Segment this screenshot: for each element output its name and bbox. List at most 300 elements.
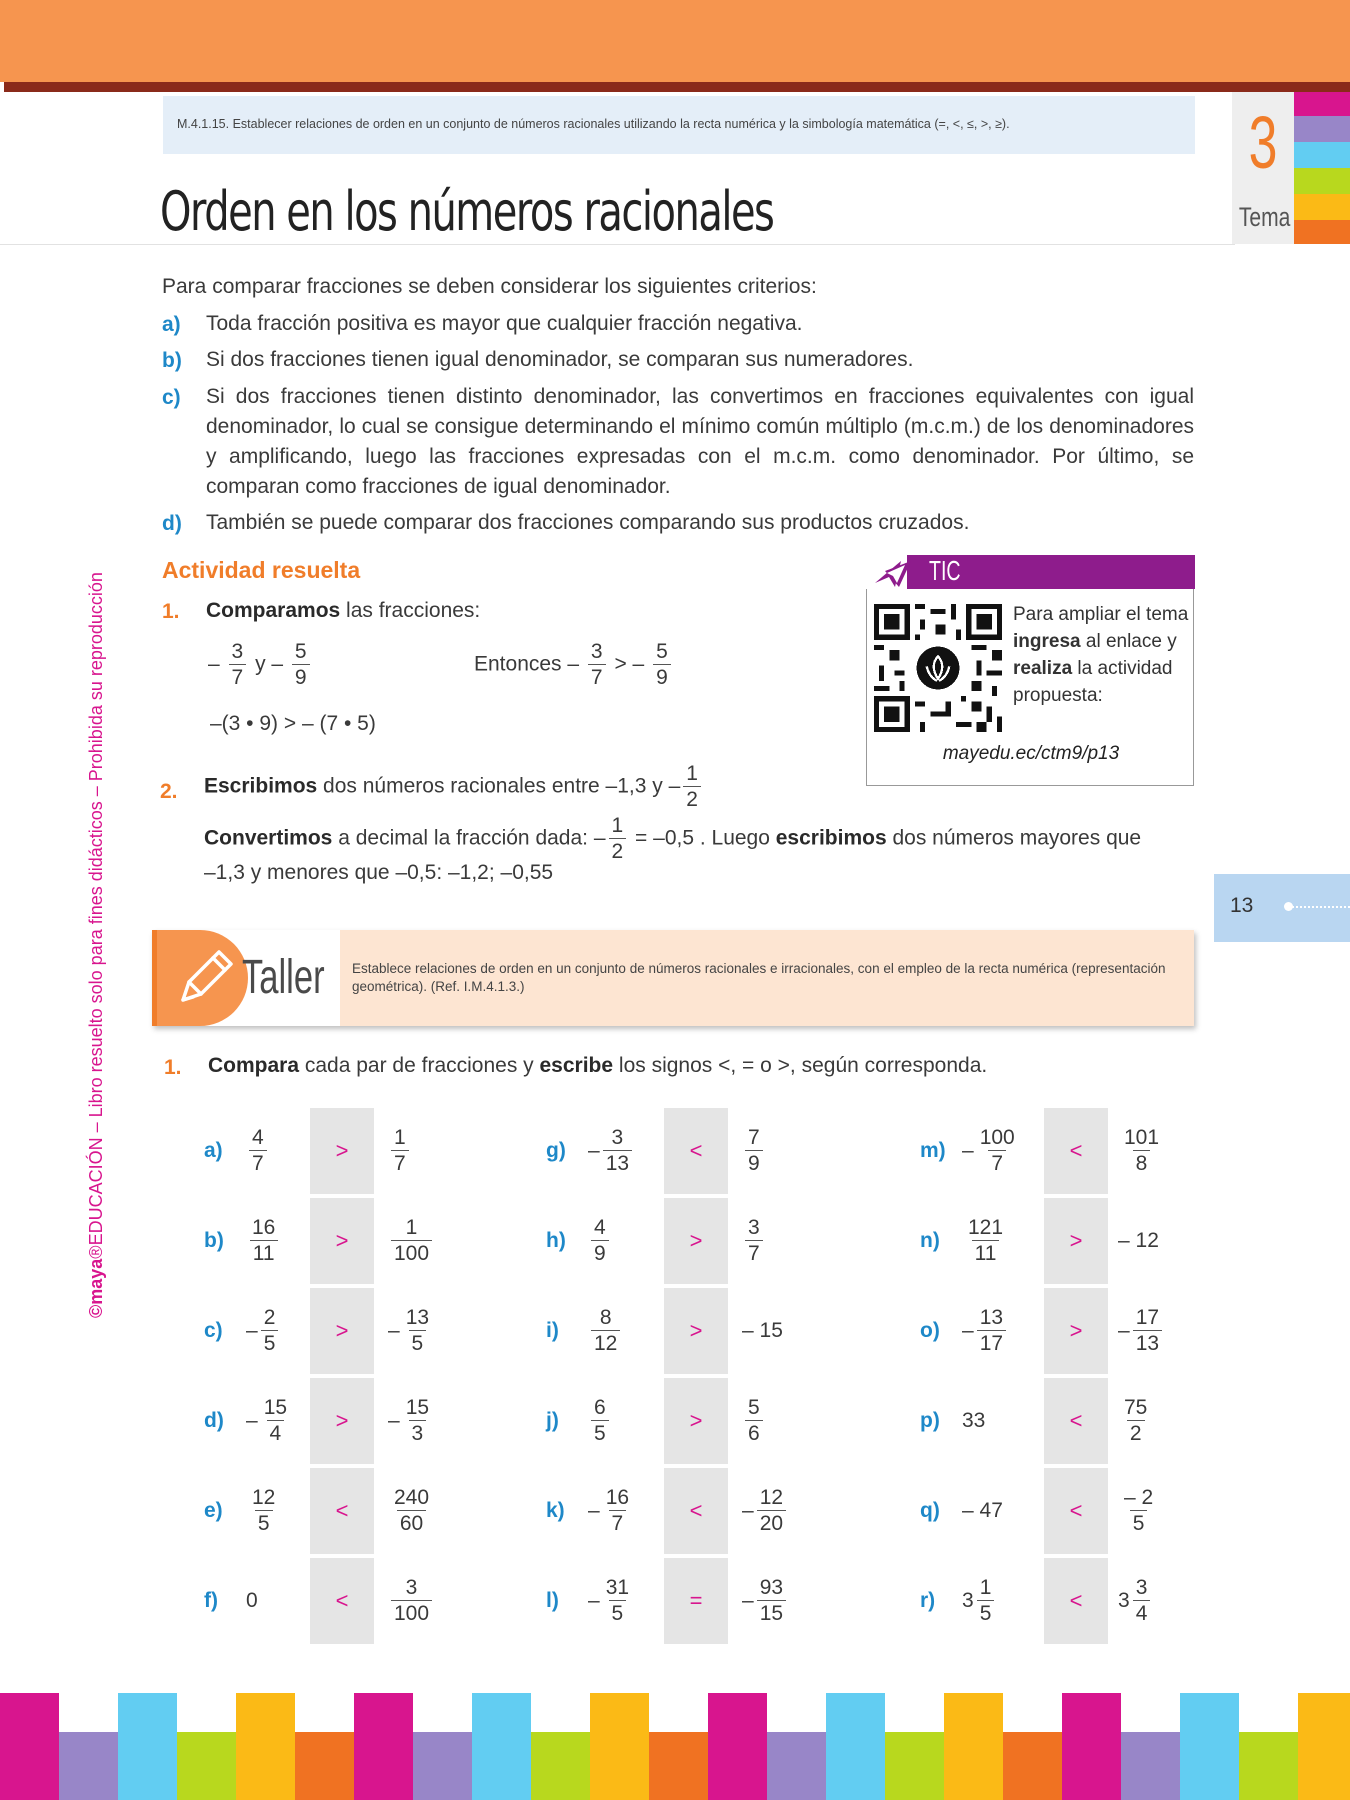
numerator: 1 <box>611 814 624 837</box>
numerator: 16 <box>252 1215 276 1239</box>
sign-answer-box[interactable]: > <box>1044 1198 1108 1284</box>
bottom-color-bar <box>649 1732 708 1800</box>
right-operand <box>388 1558 435 1644</box>
numerator: 3 <box>231 640 244 663</box>
numerator: – 2 <box>1124 1485 1154 1509</box>
numerator: 5 <box>294 640 307 663</box>
fraction <box>591 1216 609 1266</box>
value: 33 <box>962 1409 986 1432</box>
page-title: Orden en los números racionales <box>160 180 774 243</box>
tema-marker <box>1232 92 1294 244</box>
numerator: 15 <box>263 1395 288 1419</box>
comparison-item <box>204 1288 574 1374</box>
denominator: 7 <box>609 1510 627 1536</box>
color-stripe <box>1294 220 1350 244</box>
copyright-side-text <box>86 488 107 1318</box>
left-operand <box>246 1378 293 1464</box>
copyright-notice: ®EDUCACIÓN – Libro resuelto solo para fines didácticos – Prohibida su reproducción <box>86 572 106 1259</box>
bottom-color-bar <box>944 1693 1003 1800</box>
fraction <box>588 640 606 690</box>
bottom-color-bar <box>177 1732 236 1800</box>
bottom-color-bar <box>59 1732 118 1800</box>
criterion-text: También se puede comparar dos fracciones comparando sus productos cruzados. <box>206 511 970 534</box>
right-operand <box>388 1198 435 1284</box>
numerator: 4 <box>252 1125 264 1149</box>
taller-banner <box>152 930 1194 1026</box>
item-letter: r) <box>920 1589 936 1612</box>
right-operand <box>1118 1288 1165 1374</box>
denominator: 8 <box>1133 1150 1151 1176</box>
sign-answer-box[interactable]: < <box>664 1108 728 1194</box>
bottom-color-bar <box>590 1693 649 1800</box>
numerator: 3 <box>405 1575 418 1599</box>
fraction <box>977 1126 1018 1176</box>
left-operand <box>246 1558 258 1644</box>
right-operand <box>742 1378 766 1464</box>
fraction <box>1133 1576 1151 1626</box>
activity-heading: Actividad resuelta <box>162 557 361 583</box>
item-letter: h) <box>546 1229 566 1252</box>
denominator: 5 <box>609 1600 627 1626</box>
value: – 12 <box>1118 1229 1159 1252</box>
bottom-color-bar <box>0 1693 59 1800</box>
numerator: 17 <box>1135 1305 1160 1329</box>
item-letter: m) <box>920 1139 946 1162</box>
denominator: 5 <box>409 1330 427 1356</box>
denominator: 11 <box>972 1240 1000 1266</box>
exercise-number: 1. <box>164 1056 182 1079</box>
left-operand <box>588 1198 612 1284</box>
negative-sign: – <box>962 1139 974 1162</box>
left-operand <box>962 1378 985 1464</box>
tic-instructions <box>1013 601 1191 709</box>
fraction <box>591 1306 620 1356</box>
sign-answer-box[interactable]: < <box>310 1558 374 1644</box>
numerator: 16 <box>605 1485 630 1509</box>
numerator: 1 <box>979 1575 992 1599</box>
numerator: 12 <box>252 1485 276 1509</box>
negative-sign: – <box>588 1589 600 1612</box>
bottom-color-bar <box>708 1693 767 1800</box>
connector: > – <box>614 652 645 676</box>
color-stripe <box>1294 194 1350 220</box>
activity-verb: Convertimos <box>204 826 333 850</box>
numerator: 31 <box>605 1575 630 1599</box>
value: – 15 <box>742 1319 783 1342</box>
comparison-item <box>204 1558 574 1644</box>
numerator: 13 <box>979 1305 1004 1329</box>
right-operand <box>742 1108 766 1194</box>
bottom-color-bar <box>1298 1693 1350 1800</box>
activity-text: a decimal la fracción dada: – <box>332 826 606 850</box>
numerator: 8 <box>599 1305 612 1329</box>
fraction <box>757 1576 786 1626</box>
bottom-color-bar <box>295 1732 354 1800</box>
conversion-line <box>204 814 1141 864</box>
numerator: 5 <box>748 1395 760 1419</box>
right-operand <box>1118 1378 1153 1464</box>
numerator: 3 <box>1135 1575 1148 1599</box>
fraction <box>757 1486 786 1536</box>
criterion-text: Toda fracción positiva es mayor que cualquier fracción negativa. <box>206 312 803 335</box>
right-operand <box>1118 1108 1165 1194</box>
taller-description: Establece relaciones de orden en un conjunto de números racionales e irracionales, con el empleo de la recta numérica (representación geométrica). (Ref. I.M.4.1.3.) <box>352 961 1166 994</box>
connector: y – <box>255 652 284 676</box>
sign-answer-box[interactable]: < <box>310 1468 374 1554</box>
activity-text: dos números racionales entre –1,3 y – <box>317 774 681 798</box>
sign-answer-box[interactable]: > <box>664 1288 728 1374</box>
sign-answer-box[interactable]: < <box>664 1468 728 1554</box>
denominator: 4 <box>267 1420 285 1446</box>
sign-answer-box[interactable]: > <box>310 1108 374 1194</box>
item-letter: c) <box>204 1319 223 1342</box>
fraction <box>977 1306 1006 1356</box>
fraction <box>977 1576 995 1626</box>
tic-box <box>866 556 1194 786</box>
value: 0 <box>246 1589 258 1612</box>
denominator: 7 <box>988 1150 1006 1176</box>
bottom-color-bar <box>1180 1693 1239 1800</box>
qr-code-icon[interactable] <box>874 604 1002 732</box>
denominator: 2 <box>1127 1420 1145 1446</box>
sign-answer-box[interactable]: > <box>310 1378 374 1464</box>
numerator: 121 <box>968 1215 1004 1239</box>
denominator: 12 <box>591 1330 620 1356</box>
denominator: 100 <box>391 1240 432 1266</box>
criterion-letter: b) <box>162 349 182 372</box>
right-operand <box>742 1558 789 1644</box>
denominator: 5 <box>255 1510 273 1536</box>
right-operand <box>1118 1468 1159 1554</box>
item-letter: b) <box>204 1229 224 1252</box>
numerator: 3 <box>748 1215 760 1239</box>
header-band <box>0 0 1350 82</box>
criterion-letter: a) <box>162 313 181 336</box>
brand-name: ©maya <box>86 1258 106 1318</box>
answer-line: –1,3 y menores que –0,5: –1,2; –0,55 <box>204 861 554 884</box>
fraction <box>391 1216 432 1266</box>
fraction <box>249 1486 278 1536</box>
comparison-item <box>204 1108 574 1194</box>
tema-number: 3 <box>1248 101 1278 184</box>
page-dotted-line <box>1288 906 1350 910</box>
numerator: 3 <box>590 640 603 663</box>
item-letter: l) <box>546 1589 559 1612</box>
activity-text: las fracciones: <box>340 599 481 622</box>
negative-sign: – <box>388 1319 400 1342</box>
left-operand <box>588 1558 635 1644</box>
exercise-text: los signos <, = o >, según corresponda. <box>613 1054 988 1077</box>
bottom-color-bar <box>1003 1732 1062 1800</box>
bottom-color-bar <box>826 1693 885 1800</box>
denominator: 15 <box>757 1600 786 1626</box>
item-letter: g) <box>546 1139 566 1162</box>
negative-sign: – <box>588 1499 600 1522</box>
denominator: 7 <box>745 1240 763 1266</box>
sign: – <box>208 652 220 676</box>
tema-label: Tema <box>1238 202 1291 232</box>
comparison-item <box>920 1288 1290 1374</box>
numerator: 7 <box>748 1125 760 1149</box>
denominator: 6 <box>745 1420 763 1446</box>
fraction <box>603 1576 632 1626</box>
fraction <box>609 814 627 864</box>
negative-sign: – <box>742 1589 754 1612</box>
title-divider <box>0 244 1235 245</box>
criterion-text: Si dos fracciones tienen distinto denominador, las convertimos en fracciones equivalentes con igual denominador, lo cual se consigue determinando el mínimo común múltiplo (m.c.m.) de los denominadores y amplificando, luego las fracciones expresadas con el m.c.m. como denominador. Por último, se comparan como fracciones de igual denominador. <box>206 385 1194 498</box>
denominator: 9 <box>292 664 310 690</box>
denominator: 60 <box>397 1510 426 1536</box>
item-letter: d) <box>204 1409 224 1432</box>
fraction <box>249 1126 267 1176</box>
negative-sign: – <box>246 1409 258 1432</box>
bottom-color-bar <box>236 1693 295 1800</box>
right-operand <box>1118 1198 1159 1284</box>
comparison-item <box>546 1288 916 1374</box>
bottom-color-bar <box>531 1732 590 1800</box>
fraction <box>1121 1396 1150 1446</box>
sign-answer-box[interactable]: > <box>1044 1288 1108 1374</box>
comparison-item <box>920 1198 1290 1284</box>
bottom-color-bar <box>1062 1693 1121 1800</box>
cursor-arrow-icon <box>871 557 915 587</box>
bottom-color-bar <box>118 1693 177 1800</box>
tic-text-part: Para ampliar el tema <box>1013 604 1189 625</box>
sign-answer-box[interactable]: > <box>310 1198 374 1284</box>
left-operand <box>962 1468 1003 1554</box>
taller-label: Taller <box>242 951 325 1004</box>
comparison-item <box>204 1468 574 1554</box>
fraction <box>292 640 310 690</box>
denominator: 2 <box>609 838 627 864</box>
denominator: 3 <box>409 1420 427 1446</box>
comparison-result <box>474 640 674 690</box>
right-operand <box>1118 1558 1153 1644</box>
color-stripe <box>1294 168 1350 194</box>
fraction <box>1121 1126 1162 1176</box>
denominator: 17 <box>977 1330 1006 1356</box>
fraction <box>261 1306 279 1356</box>
left-operand <box>962 1288 1009 1374</box>
bottom-color-bar <box>354 1693 413 1800</box>
numerator: 6 <box>594 1395 606 1419</box>
tic-header <box>865 555 1195 589</box>
denominator: 13 <box>1133 1330 1162 1356</box>
criterion-text: Si dos fracciones tienen igual denominador, se comparan sus numeradores. <box>206 348 914 371</box>
right-operand <box>388 1468 435 1554</box>
fraction <box>591 1396 609 1446</box>
activity-verb: escribimos <box>775 826 887 850</box>
denominator: 7 <box>588 664 606 690</box>
sign-answer-box[interactable]: < <box>1044 1108 1108 1194</box>
comparison-item <box>920 1378 1290 1464</box>
left-operand <box>588 1108 635 1194</box>
comparison-item <box>546 1468 916 1554</box>
activity-verb: Comparamos <box>206 599 341 622</box>
item-letter: e) <box>204 1499 223 1522</box>
fraction <box>965 1216 1006 1266</box>
fraction <box>683 762 701 812</box>
fraction <box>261 1396 290 1446</box>
numerator: 5 <box>656 640 668 663</box>
item-letter: j) <box>546 1409 559 1432</box>
denominator: 5 <box>977 1600 995 1626</box>
numerator: 3 <box>611 1125 624 1149</box>
activity-item-statement <box>204 762 704 812</box>
item-letter: i) <box>546 1319 559 1342</box>
tic-link[interactable]: mayedu.ec/ctm9/p13 <box>942 743 1120 764</box>
numerator: 1 <box>405 1215 418 1239</box>
fraction <box>745 1396 763 1446</box>
header-rule <box>4 82 1350 92</box>
sign-answer-box[interactable]: < <box>1044 1558 1108 1644</box>
fraction-comparison <box>208 640 313 690</box>
sign-answer-box[interactable]: > <box>664 1378 728 1464</box>
activity-verb: Escribimos <box>204 774 318 798</box>
negative-sign: – <box>1118 1319 1130 1342</box>
bottom-color-bar <box>1239 1732 1298 1800</box>
denominator: 9 <box>591 1240 609 1266</box>
item-letter: k) <box>546 1499 565 1522</box>
tic-verb: ingresa <box>1013 631 1081 652</box>
right-operand <box>742 1288 783 1374</box>
denominator: 4 <box>1133 1600 1151 1626</box>
fraction <box>391 1486 432 1536</box>
denominator: 5 <box>1130 1510 1148 1536</box>
fraction <box>653 640 671 690</box>
page-number-tab <box>1214 874 1350 942</box>
exercise-text: cada par de fracciones y <box>299 1054 540 1077</box>
denominator: 100 <box>391 1600 432 1626</box>
comparison-item <box>546 1558 916 1644</box>
numerator: 13 <box>405 1305 430 1329</box>
item-letter: o) <box>920 1319 940 1342</box>
item-letter: n) <box>920 1229 940 1252</box>
bottom-color-bar <box>767 1732 826 1800</box>
fraction <box>1121 1486 1156 1536</box>
fraction <box>1133 1306 1162 1356</box>
negative-sign: – <box>742 1499 754 1522</box>
pencil-icon <box>169 942 241 1014</box>
fraction <box>391 1126 409 1176</box>
fraction <box>403 1306 432 1356</box>
numerator: 101 <box>1124 1125 1160 1149</box>
item-letter: q) <box>920 1499 940 1522</box>
sign-answer-box[interactable]: < <box>1044 1468 1108 1554</box>
fraction <box>229 640 247 690</box>
negative-sign: – <box>388 1409 400 1432</box>
denominator: 5 <box>591 1420 609 1446</box>
item-letter: p) <box>920 1409 940 1432</box>
comparison-item <box>920 1468 1290 1554</box>
numerator: 15 <box>405 1395 430 1419</box>
denominator: 2 <box>683 786 701 812</box>
left-operand <box>246 1288 281 1374</box>
left-operand <box>246 1198 281 1284</box>
comparison-item <box>204 1378 574 1464</box>
whole-part: 3 <box>962 1589 974 1612</box>
bottom-color-bar <box>472 1693 531 1800</box>
left-operand <box>246 1108 270 1194</box>
numerator: 240 <box>394 1485 430 1509</box>
result-prefix: Entonces – <box>474 652 580 676</box>
taller-badge <box>152 930 248 1026</box>
denominator: 7 <box>249 1150 267 1176</box>
sign-answer-box[interactable]: > <box>310 1288 374 1374</box>
denominator: 13 <box>603 1150 632 1176</box>
page-number: 13 <box>1230 894 1254 917</box>
comparison-item <box>546 1198 916 1284</box>
color-stripe <box>1294 142 1350 168</box>
exercise-verb: Compara <box>208 1054 300 1077</box>
tic-text-part: al enlace y <box>1080 631 1177 652</box>
tic-verb: realiza <box>1013 658 1073 679</box>
activity-text: dos números mayores que <box>886 826 1142 850</box>
item-letter: f) <box>204 1589 218 1612</box>
fraction <box>603 1126 632 1176</box>
criterion-letter: c) <box>162 386 181 409</box>
left-operand <box>588 1468 635 1554</box>
comparison-item <box>546 1378 916 1464</box>
numerator: 4 <box>594 1215 606 1239</box>
intro-text: Para comparar fracciones se deben considerar los siguientes criterios: <box>162 275 817 298</box>
right-operand <box>742 1468 789 1554</box>
whole-part: 3 <box>1118 1589 1130 1612</box>
right-operand <box>388 1378 435 1464</box>
criterion-letter: d) <box>162 512 182 535</box>
bottom-color-bar <box>413 1732 472 1800</box>
sign-answer-box[interactable]: = <box>664 1558 728 1644</box>
activity-item-statement <box>206 599 480 623</box>
exercise-statement <box>208 1054 987 1078</box>
fraction <box>745 1216 763 1266</box>
left-operand <box>962 1108 1021 1194</box>
numerator: 12 <box>759 1485 784 1509</box>
comparison-item <box>546 1108 916 1194</box>
activity-item-number: 2. <box>160 780 178 803</box>
activity-item-number: 1. <box>162 600 180 623</box>
fraction <box>391 1576 432 1626</box>
negative-sign: – <box>962 1319 974 1342</box>
fraction <box>249 1216 278 1266</box>
numerator: 100 <box>979 1125 1015 1149</box>
comparison-item <box>920 1558 1290 1644</box>
right-operand <box>388 1108 412 1194</box>
fraction <box>403 1396 432 1446</box>
tic-label: TIC <box>929 555 961 586</box>
tic-text-part: la actividad propuesta: <box>1013 658 1173 706</box>
bottom-color-bar <box>1121 1732 1180 1800</box>
denominator: 5 <box>261 1330 279 1356</box>
sign-answer-box[interactable]: > <box>664 1198 728 1284</box>
skill-objective: M.4.1.15. Establecer relaciones de orden en un conjunto de números racionales utilizando la recta numérica y la simbología matemática (=, <, ≤, >, ≥). <box>163 96 1195 154</box>
comparison-item <box>204 1198 574 1284</box>
negative-sign: – <box>246 1319 258 1342</box>
numerator: 1 <box>686 762 698 785</box>
sign-answer-box[interactable]: < <box>1044 1378 1108 1464</box>
fraction <box>603 1486 632 1536</box>
color-stripe <box>1294 92 1350 116</box>
numerator: 93 <box>759 1575 784 1599</box>
denominator: 7 <box>391 1150 409 1176</box>
cross-product-line: –(3 • 9) > – (7 • 5) <box>210 712 376 735</box>
bottom-color-bar <box>885 1732 944 1800</box>
denominator: 9 <box>653 664 671 690</box>
left-operand <box>962 1558 997 1644</box>
left-operand <box>588 1378 612 1464</box>
right-operand <box>388 1288 435 1374</box>
left-operand <box>588 1288 623 1374</box>
